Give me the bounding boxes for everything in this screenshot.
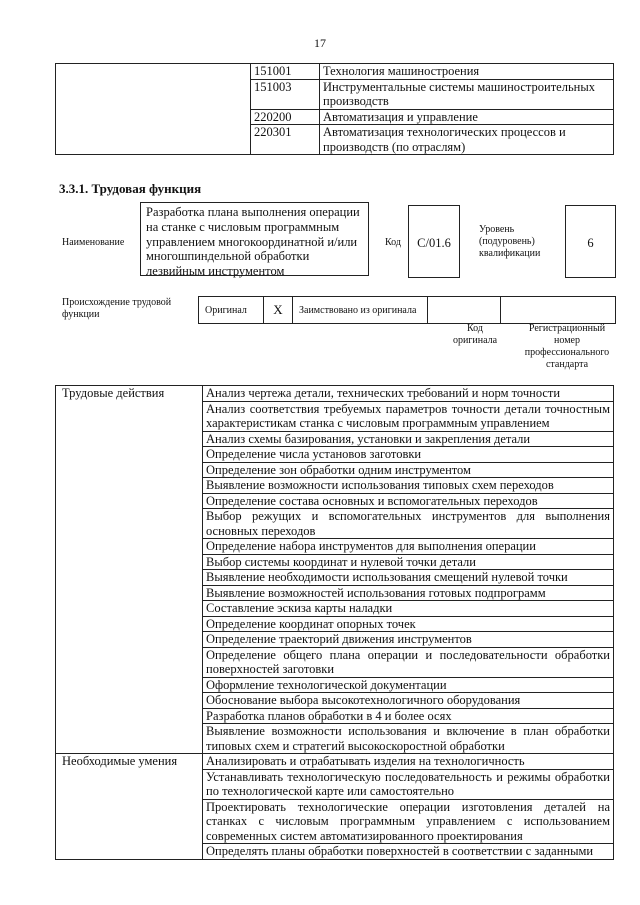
- borrowed-label: Заимствовано из оригинала: [293, 297, 428, 324]
- list-item: Выявление возможности использования типовых схем переходов: [203, 478, 614, 494]
- code-table-row: [56, 64, 614, 80]
- section-title: Необходимые умения: [56, 754, 203, 860]
- qualification-level-label: Уровень (подуровень) квалификации: [479, 224, 541, 259]
- list-item: Устанавливать технологическую последовательность и режимы обработки по технологической карте или самостоятельно: [203, 769, 614, 799]
- original-code-cell: [428, 297, 501, 324]
- table-row: [56, 386, 614, 402]
- list-item: Выявление возможностей использования готовых подпрограмм: [203, 585, 614, 601]
- list-item: Анализ схемы базирования, установки и закрепления детали: [203, 431, 614, 447]
- list-item: Выявление возможности использования и включение в план обработки типовых схем и стратегий высокоскоростной обработки: [203, 724, 614, 754]
- origin-label: Происхождение трудовой функции: [62, 297, 172, 320]
- code-label: Код: [385, 237, 401, 248]
- original-code-caption: Код оригинала: [452, 323, 498, 346]
- list-item: Анализ чертежа детали, технических требований и норм точности: [203, 386, 614, 402]
- registration-number-cell: [501, 297, 616, 324]
- registration-number-caption: Регистрационный номер профессионального стандарта: [524, 323, 610, 370]
- specialty-code: 151003: [251, 79, 320, 109]
- list-item: Оформление технологической документации: [203, 677, 614, 693]
- list-item: Определение зон обработки одним инструментом: [203, 462, 614, 478]
- list-item: Выявление необходимости использования смещений нулевой точки: [203, 570, 614, 586]
- education-codes-table: [55, 63, 614, 155]
- list-item: Разработка планов обработки в 4 и более осях: [203, 708, 614, 724]
- specialty-code: 220200: [251, 109, 320, 125]
- list-item: Определение состава основных и вспомогательных переходов: [203, 493, 614, 509]
- table-row: [56, 754, 614, 770]
- specialty-name: Технология машиностроения: [320, 64, 614, 80]
- code-table-blank-cell: [56, 64, 251, 155]
- name-label: Наименование: [62, 237, 125, 248]
- qualification-level-box: 6: [565, 205, 616, 278]
- list-item: Определение траекторий движения инструментов: [203, 632, 614, 648]
- specialty-name: Автоматизация и управление: [320, 109, 614, 125]
- list-item: Определять планы обработки поверхностей в соответствии с заданными: [203, 844, 614, 860]
- list-item: Анализ соответствия требуемых параметров точности детали точностным характеристикам станка с числовым программным управлением: [203, 401, 614, 431]
- list-item: Анализировать и отрабатывать изделия на технологичность: [203, 754, 614, 770]
- specialty-code: 151001: [251, 64, 320, 80]
- section-title: Трудовые действия: [56, 386, 203, 754]
- list-item: Определение общего плана операции и последовательности обработки поверхностей заготовки: [203, 647, 614, 677]
- labour-function-table: [55, 385, 614, 860]
- specialty-name: Инструментальные системы машиностроительных производств: [320, 79, 614, 109]
- list-item: Определение числа установов заготовки: [203, 447, 614, 463]
- specialty-code: 220301: [251, 125, 320, 155]
- list-item: Выбор системы координат и нулевой точки детали: [203, 554, 614, 570]
- page-number: 17: [314, 36, 326, 50]
- function-name-box: Разработка плана выполнения операции на станке с числовым программным управлением многокоординатной и/или многошпиндельной обработки лезвийным инструментом: [140, 202, 369, 276]
- origin-table: [198, 296, 616, 324]
- list-item: Определение набора инструментов для выполнения операции: [203, 539, 614, 555]
- function-code-box: С/01.6: [408, 205, 460, 278]
- list-item: Проектировать технологические операции изготовления деталей на станках с числовым программным управлением с использованием современных систем автоматизированного проектирования: [203, 799, 614, 844]
- list-item: Обоснование выбора высокотехнологичного оборудования: [203, 693, 614, 709]
- list-item: Составление эскиза карты наладки: [203, 601, 614, 617]
- list-item: Выбор режущих и вспомогательных инструментов для выполнения основных переходов: [203, 509, 614, 539]
- specialty-name: Автоматизация технологических процессов и производств (по отраслям): [320, 125, 614, 155]
- section-heading: 3.3.1. Трудовая функция: [59, 181, 202, 196]
- original-mark: X: [264, 297, 293, 324]
- list-item: Определение координат опорных точек: [203, 616, 614, 632]
- original-label: Оригинал: [199, 297, 264, 324]
